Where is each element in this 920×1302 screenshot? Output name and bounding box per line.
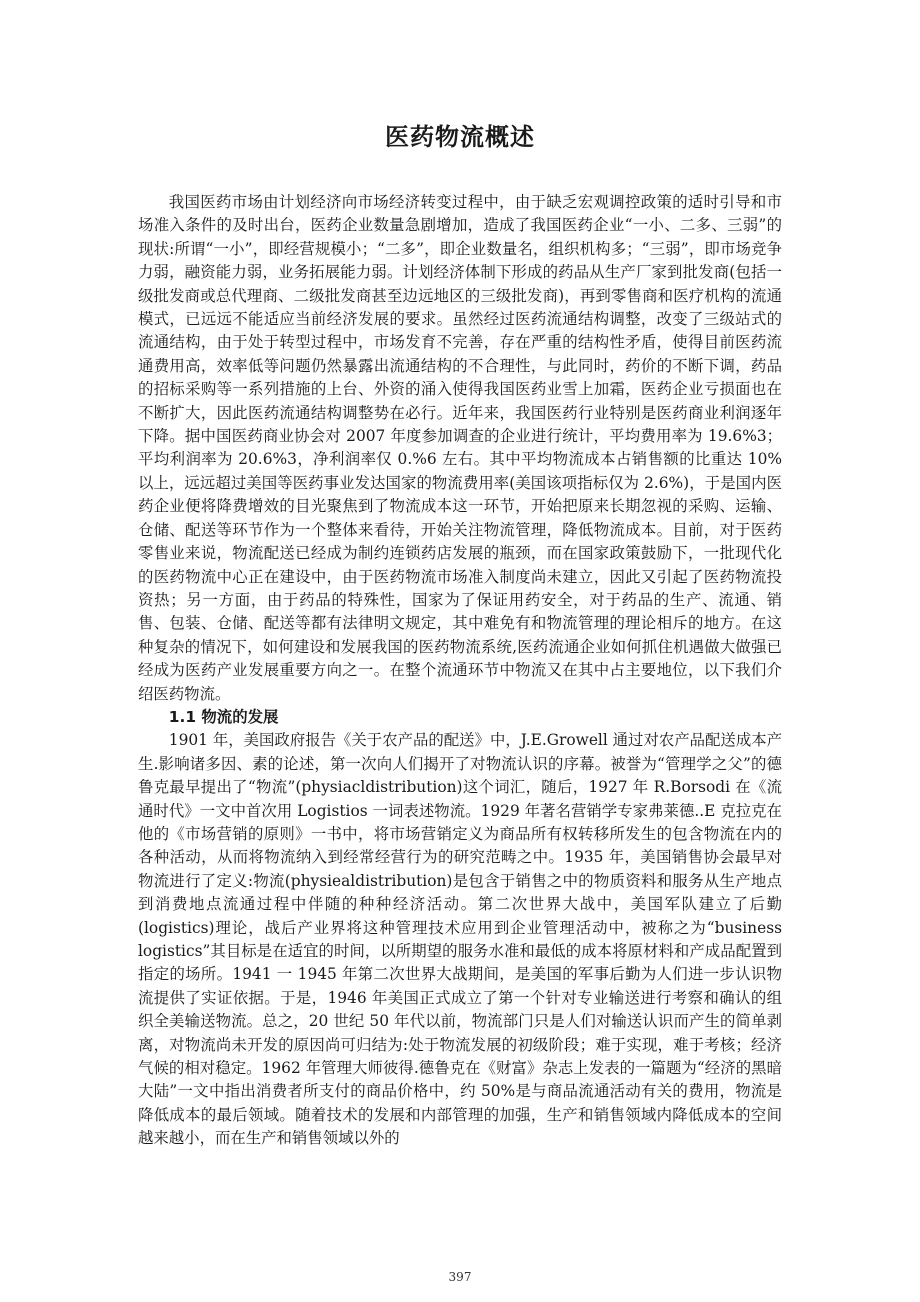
section-paragraph: 1901 年，美国政府报告《关于农产品的配送》中，J.E.Growell 通过对农产品配送成本产生.影响诸多因、素的论述，第一次向人们揭开了对物流认识的序幕。被誉为“管理学之父”的德鲁克最早提出了“物流”(physiacldistribution)这个词汇，随后，1927 年 R.Borsodi 在《流通时代》一文中首次用 Logistios 一词表述物流。1929 年著名营销学专家弗莱德..E 克拉克在他的《市场营销的原则》一书中，将市场营销定义为商品所有权转移所发生的包含物流在内的各种活动，从而将物流纳入到经常经营行为的研究范畴之中。1935 年，美国销售协会最早对物流进行了定义:物流(physiealdistribution)是包含于销售之中的物质资料和服务从生产地点到消费地点流通过程中伴随的种种经济活动。第二次世界大战中，美国军队建立了后勤(logistics)理论，战后产业界将这种管理技术应用到企业管理活动中，被称之为“business logistics”其目标是在适宜的时间，以所期望的服务水准和最低的成本将原材料和产成品配置到指定的场所。1941 一 1945 年第二次世界大战期间，是美国的军事后勤为人们进一步认识物流提供了实证依据。于是，1946 年美国正式成立了第一个针对专业输送进行考察和确认的组织全美输送物流。总之，20 世纪 50 年代以前，物流部门只是人们对输送认识而产生的简单剥离，对物流尚未开发的原因尚可归结为:处于物流发展的初级阶段；难于实现，难于考核；经济气候的相对稳定。1962 年管理大师彼得.德鲁克在《财富》杂志上发表的一篇题为“经济的黑暗大陆”一文中指出消费者所支付的商品价格中，约 50%是与商品流通活动有关的费用，物流是降低成本的最后领域。随着技术的发展和内部管理的加强，生产和销售领域内降低成本的空间越来越小，而在生产和销售领域以外的	[138, 731, 782, 1148]
intro-paragraph: 我国医药市场由计划经济向市场经济转变过程中，由于缺乏宏观调控政策的适时引导和市场准入条件的及时出台，医药企业数量急剧增加，造成了我国医药企业“一小、二多、三弱”的现状:所谓“一小”，即经营规模小；“二多”，即企业数量名，组织机构多；“三弱”，即市场竞争力弱，融资能力弱，业务拓展能力弱。计划经济体制下形成的药品从生产厂家到批发商(包括一级批发商或总代理商、二级批发商甚至边远地区的三级批发商)，再到零售商和医疗机构的流通模式，已远远不能适应当前经济发展的要求。虽然经过医药流通结构调整，改变了三级站式的流通结构，由于处于转型过程中，市场发育不完善，存在严重的结构性矛盾，使得目前医药流通费用高，效率低等问题仍然暴露出流通结构的不合理性，与此同时，药价的不断下调，药品的招标采购等一系列措施的上台、外资的涌入使得我国医药业雪上加霜，医药企业亏损面也在不断扩大，因此医药流通结构调整势在必行。近年来，我国医药行业特别是医药商业利润逐年下降。据中国医药商业协会对 2007 年度参加调查的企业进行统计，平均费用率为 19.6%3；平均利润率为 20.6%3，净利润率仅 0.%6 左右。其中平均物流成本占销售额的比重达 10%以上，远远超过美国等医药事业发达国家的物流费用率(美国该项指标仅为 2.6%)，于是国内医药企业便将降费增效的目光聚焦到了物流成本这一环节，开始把原来长期忽视的采购、运输、仓储、配送等环节作为一个整体来看待，开始关注物流管理，降低物流成本。目前，对于医药零售业来说，物流配送已经成为制约连锁药店发展的瓶颈，而在国家政策鼓励下，一批现代化的医药物流中心正在建设中，由于医药物流市场准入制度尚未建立，因此又引起了医药物流投资热；另一方面，由于药品的特殊性，国家为了保证用药安全，对于药品的生产、流通、销售、包装、仓储、配送等都有法律明文规定，其中难免有和物流管理的理论相斥的地方。在这种复杂的情况下，如何建设和发展我国的医药物流系统,医药流通企业如何抓住机遇做大做强已经成为医药产业发展重要方向之一。在整个流通环节中物流又在其中占主要地位，以下我们介绍医药物流。	[138, 193, 782, 703]
document-title: 医药物流概述	[385, 123, 535, 151]
section-heading: 1.1 物流的发展	[168, 707, 279, 726]
page-number: 397	[448, 1270, 472, 1284]
document-body	[138, 191, 782, 1151]
